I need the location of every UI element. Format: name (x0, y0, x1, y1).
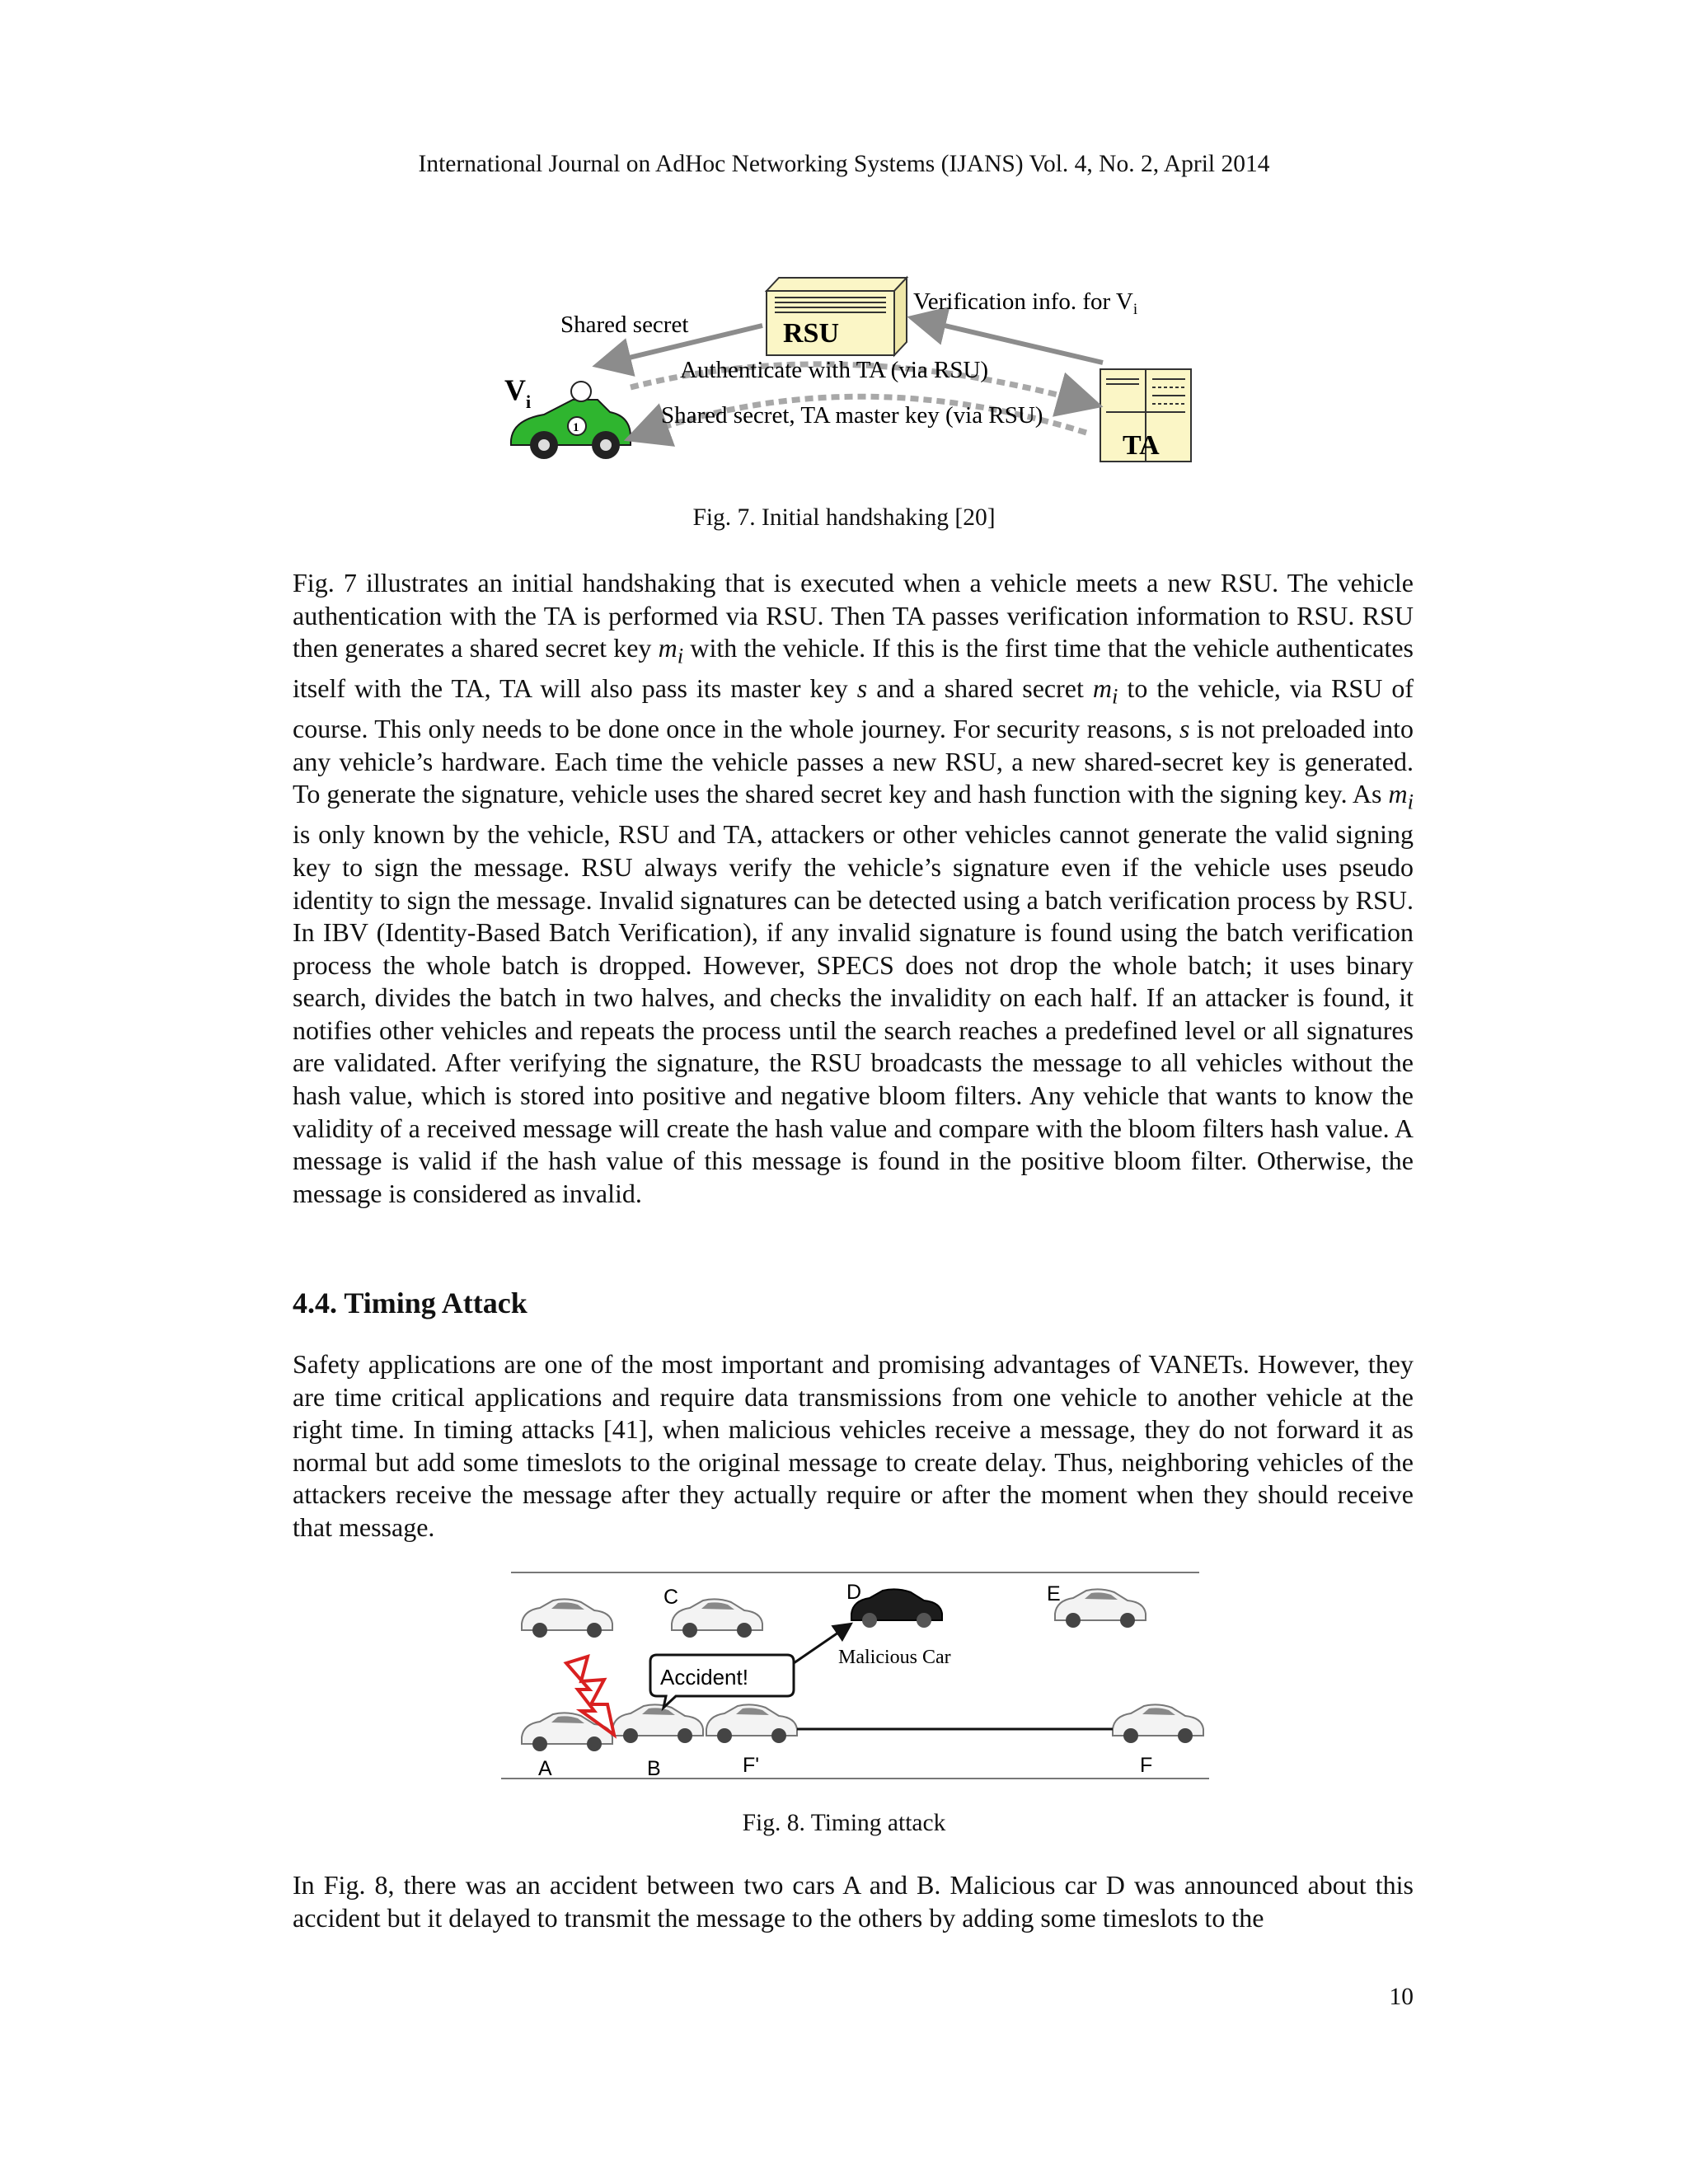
paragraph-timing-attack: Safety applications are one of the most important and promising advantages of VANETs. However, they are time critical applications and require data transmissions from one vehicle to another vehicle at the right time. In timing attacks [41], when malicious vehicles receive a message, they do not forward it as normal but add some timeslots to the original message to create delay. Thus, neighboring vehicles of the attackers receive the message after they actually require or after the moment when they should receive that message. (293, 1349, 1414, 1542)
authenticate-label: Authenticate with TA (via RSU) (680, 357, 989, 383)
shared-secret-label: Shared secret (560, 312, 689, 338)
car-a-icon (522, 1713, 612, 1751)
malicious-car-icon (851, 1589, 942, 1628)
rsu-box-icon (767, 278, 907, 355)
section-heading: 4.4. Timing Attack (293, 1286, 528, 1319)
label-b: B (647, 1757, 661, 1780)
car-b-icon (612, 1704, 703, 1743)
label-fprime: F' (743, 1754, 760, 1777)
figure-8-caption: Fig. 8. Timing attack (742, 1810, 946, 1836)
verification-label: Verification info. for $V_i$ (913, 288, 1138, 318)
master-key-label: Shared secret, TA master key (via RSU) (661, 402, 1043, 429)
label-d: D (846, 1581, 862, 1604)
car-fprime-icon (706, 1704, 797, 1743)
car-e-icon (1055, 1589, 1146, 1628)
malicious-car-label: Malicious Car (838, 1647, 951, 1668)
car-f-icon (1113, 1704, 1203, 1743)
vehicle-number: 1 (573, 421, 579, 434)
accident-label: Accident! (660, 1665, 748, 1690)
paragraph-fig8-discussion: In Fig. 8, there was an accident between two cars A and B. Malicious car D was announced about this accident but it delayed to transmit the message to the others by adding some timeslots to the (293, 1870, 1414, 1933)
paragraph-handshaking: Fig. 7 illustrates an initial handshaking that is executed when a vehicle meets a new RSU. The vehicle authentication with the TA is performed via RSU. Then TA passes verification information to RSU. RSU then generates a shared secret key $m_i$ with the vehicle. If this is the first time that the vehicle authenticates itself with the TA, TA will also pass its master key s and a shared secret $m_i$ to the vehicle, via RSU of course. This only needs to be done once in the whole journey. For security reasons, s is not preloaded into any vehicle’s hardware. Each time the vehicle passes a new RSU, a new shared-secret key is generated. To generate the signature, vehicle uses the shared secret key and hash function with the signing key. As $m_i$ is only known by the vehicle, RSU and TA, attackers or other vehicles cannot generate the valid signing key to sign the message. RSU always verify the vehicle’s signature even if the vehicle uses pseudo identity to sign the message. Invalid signatures can be detected using a batch verification process by RSU. In IBV (Identity-Based Batch Verification), if any invalid signature is found using the batch verification process the whole batch is dropped. However, SPECS does not drop the whole batch; it uses binary search, divides the batch in two halves, and checks the invalidity on each half. If an attacker is found, it notifies other vehicles and repeats the process until the search reaches a predefined level or all signatures are validated. After verifying the signature, the RSU broadcasts the message to all vehicles without the hash value, which is stored into positive and negative bloom filters. Any vehicle that wants to know the validity of a received message will create the hash value and compare with the bloom filters hash value. A message is valid if the hash value of this message is found in the positive bloom filter. Otherwise, the message is considered as invalid. (293, 568, 1414, 1208)
car-unlabeled-icon (522, 1599, 612, 1638)
label-c: C (663, 1586, 679, 1609)
page-number: 10 (1389, 1984, 1414, 2010)
figure-8-timing-attack (499, 1566, 1212, 1784)
figure-7-handshaking (495, 268, 1203, 470)
label-a: A (538, 1757, 552, 1780)
vi-label: $V_i$ (504, 373, 532, 412)
ta-server-icon (1100, 369, 1191, 462)
running-header: International Journal on AdHoc Networking Systems (IJANS) Vol. 4, No. 2, April 2014 (418, 151, 1270, 177)
figure-7-caption: Fig. 7. Initial handshaking [20] (692, 504, 996, 531)
accident-bubble (650, 1655, 794, 1708)
ta-label: TA (1123, 430, 1160, 461)
label-e: E (1047, 1582, 1061, 1605)
label-f: F (1140, 1754, 1153, 1777)
rsu-label: RSU (783, 318, 840, 349)
car-c-icon (672, 1599, 762, 1638)
